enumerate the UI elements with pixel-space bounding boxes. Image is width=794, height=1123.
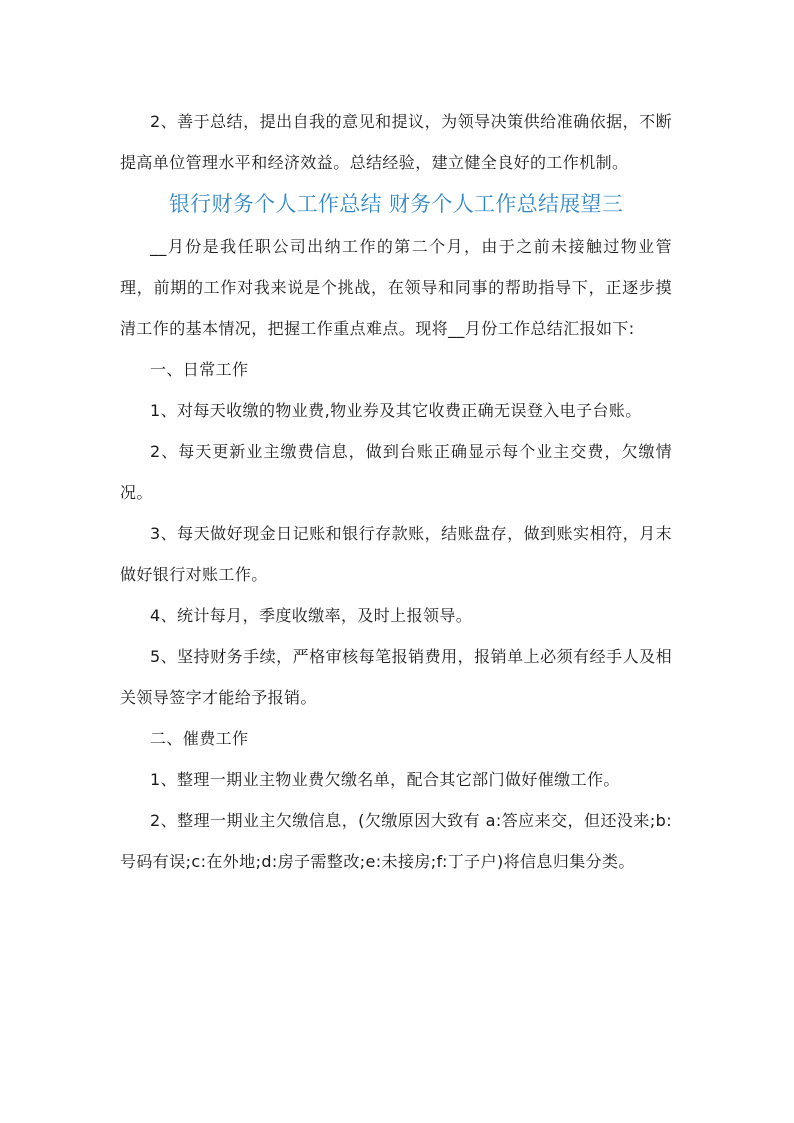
list-item-daily-4: 4、统计每月，季度收缴率，及时上报领导。 xyxy=(150,606,473,625)
section-heading: 银行财务个人工作总结 财务个人工作总结展望三 xyxy=(168,192,624,216)
document-body xyxy=(120,101,672,882)
list-item-daily-3: 3、每天做好现金日记账和银行存款账，结账盘存，做到账实相符，月末做好银行对账工作。 xyxy=(120,524,672,584)
list-item-collection-2: 2、整理一期业主欠缴信息，(欠缴原因大致有 a:答应来交，但还没来;b:号码有误;c:在外地;d:房子需整改;e:未接房;f:丁子户)将信息归集分类。 xyxy=(120,811,672,871)
paragraph-summary-point-2: 2、善于总结，提出自我的意见和提议，为领导决策供给准确依据，不断提高单位管理水平和经济效益。总结经验，建立健全良好的工作机制。 xyxy=(120,112,672,172)
paragraph-intro: __月份是我任职公司出纳工作的第二个月，由于之前未接触过物业管理，前期的工作对我来说是个挑战，在领导和同事的帮助指导下，正逐步摸清工作的基本情况，把握工作重点难点。现将__月份工作总结汇报如下: xyxy=(120,237,672,338)
list-item-daily-5: 5、坚持财务手续，严格审核每笔报销费用，报销单上必须有经手人及相关领导签字才能给予报销。 xyxy=(120,647,672,707)
list-item-daily-1: 1、对每天收缴的物业费,物业券及其它收费正确无误登入电子台账。 xyxy=(150,401,642,420)
list-item-collection-1: 1、整理一期业主物业费欠缴名单，配合其它部门做好催缴工作。 xyxy=(150,770,620,789)
subheading-daily-work: 一、日常工作 xyxy=(150,360,249,379)
subheading-fee-collection: 二、催费工作 xyxy=(150,729,249,748)
list-item-daily-2: 2、每天更新业主缴费信息，做到台账正确显示每个业主交费，欠缴情况。 xyxy=(120,442,672,502)
